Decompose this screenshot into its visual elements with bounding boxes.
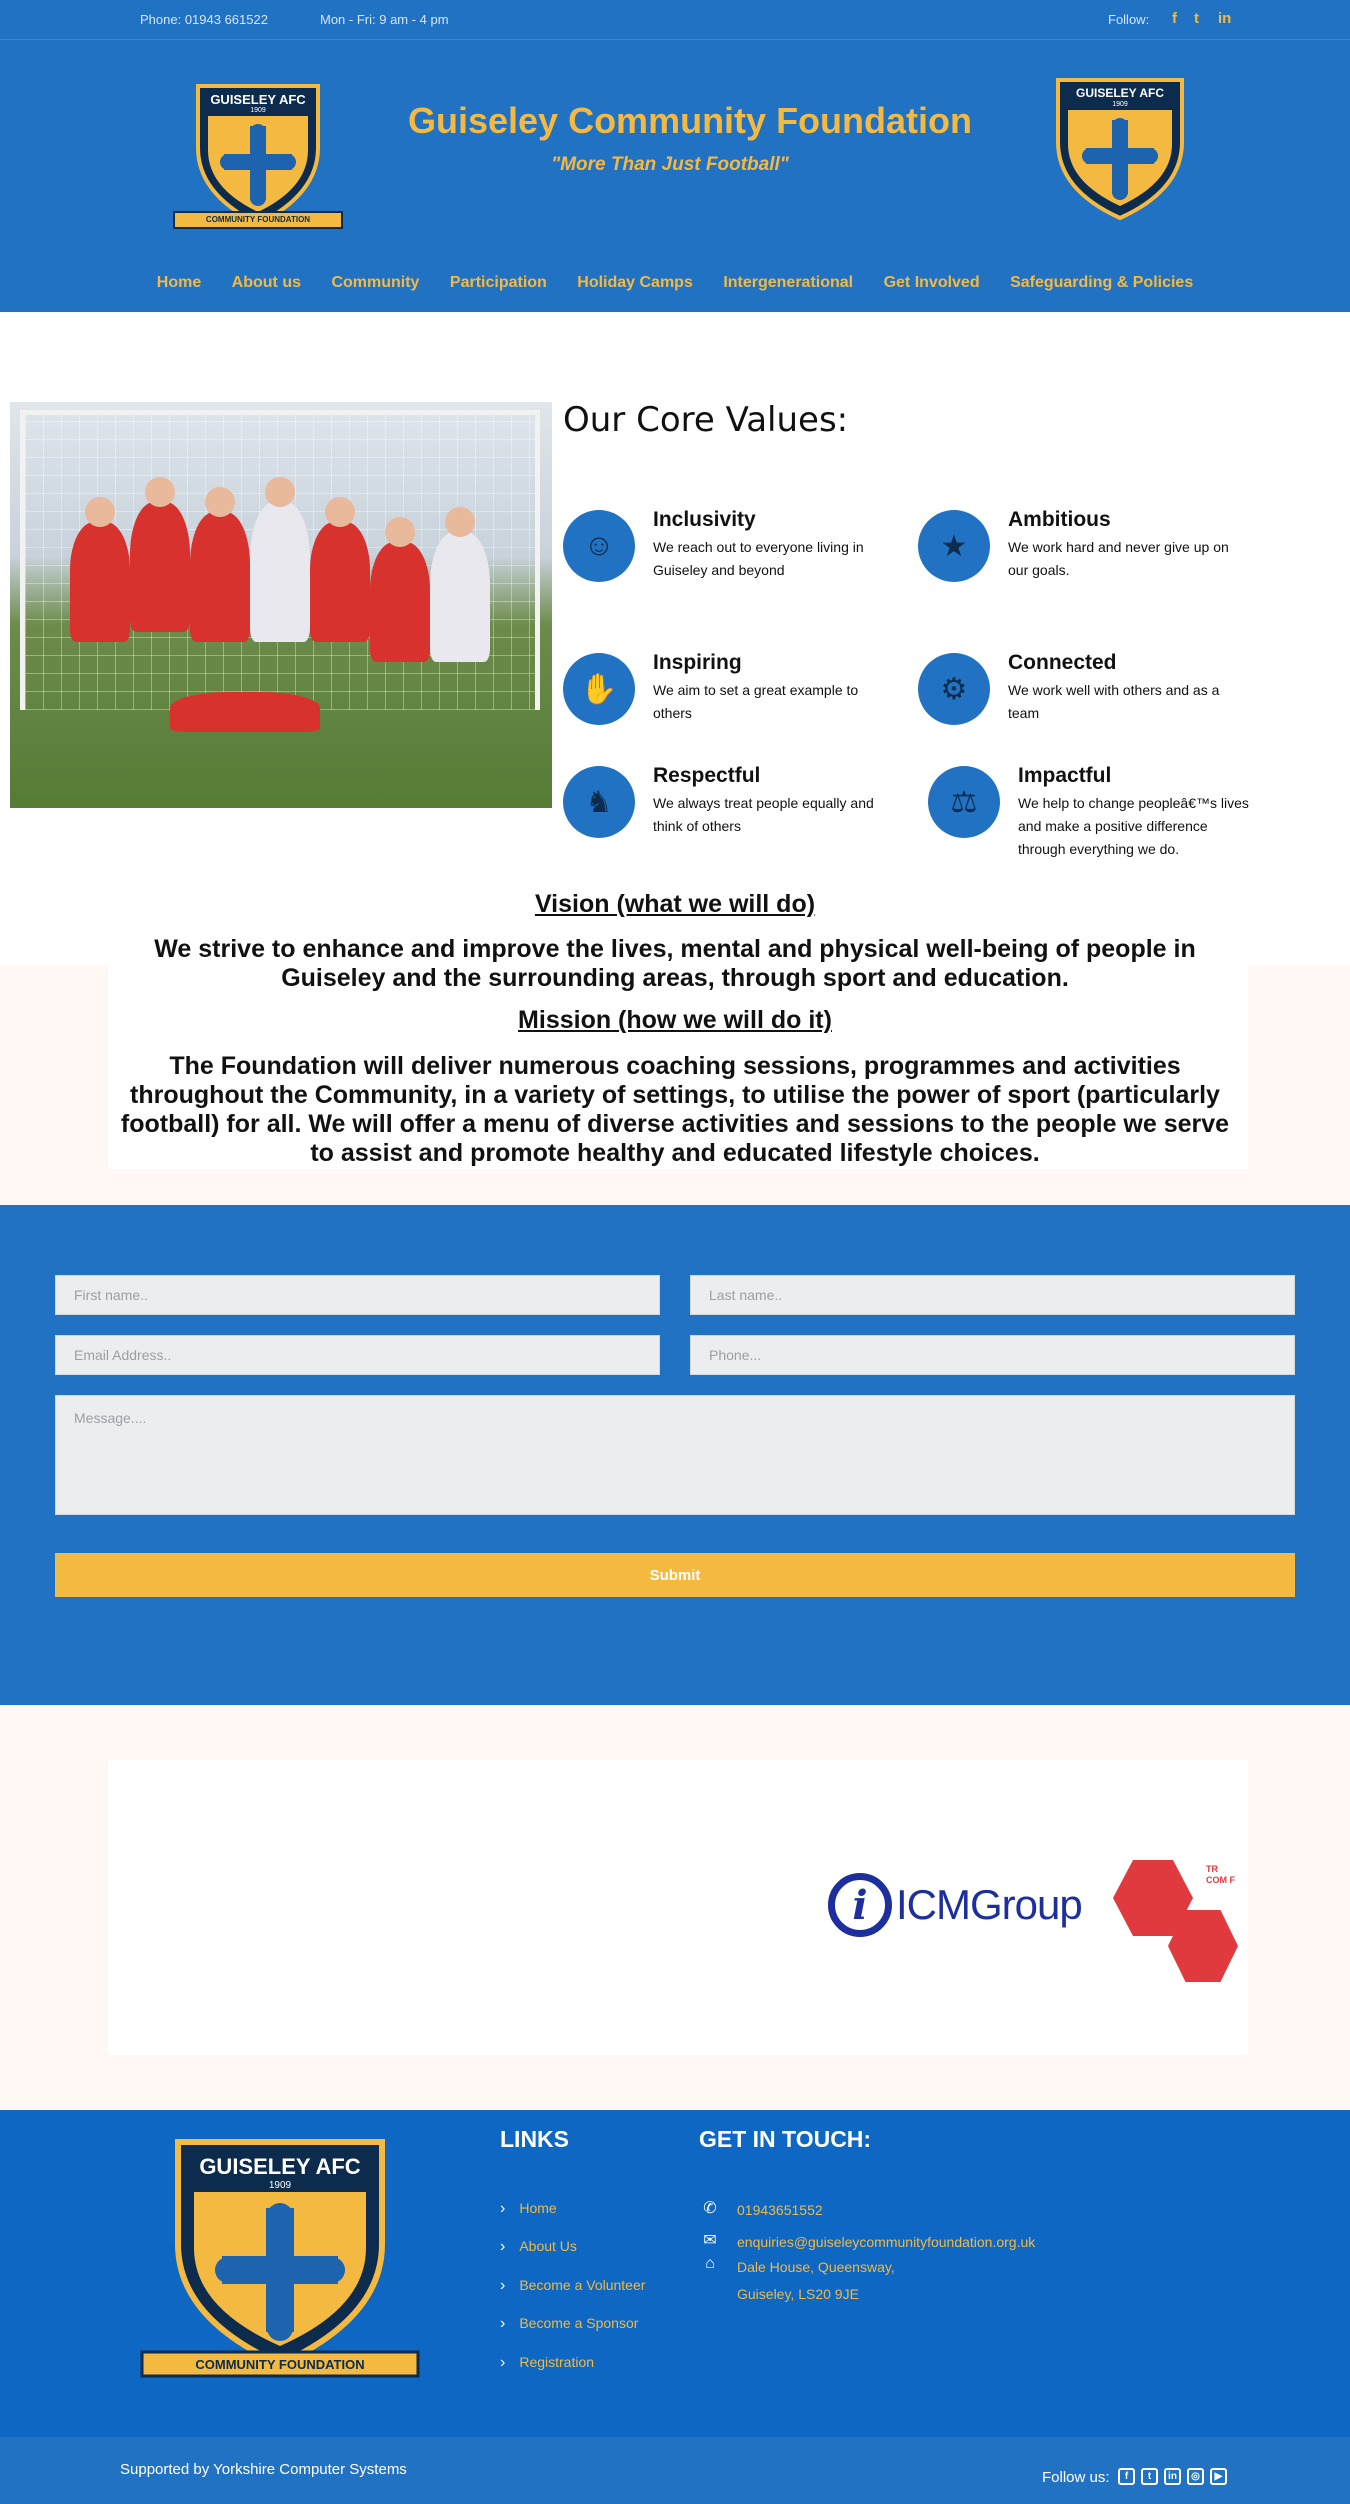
footer-crest-year-text: 1909 [268,2180,292,2191]
footer-link-registration[interactable]: › Registration [500,2354,594,2372]
home-icon: ⌂ [705,2255,715,2272]
value-ambitious [918,502,1248,622]
star-icon: ★ [918,510,990,582]
footer-address-line2: Guiseley, LS20 9JE [737,2286,859,2302]
player-head [205,487,235,517]
site-header [0,40,1350,312]
nav-home[interactable]: Home [156,274,202,291]
top-bar [0,0,1350,40]
pendulum-icon: ⚖ [928,766,1000,838]
player-head [145,477,175,507]
value-title: Impactful [1018,764,1112,787]
core-values-title: Our Core Values: [563,400,849,440]
last-name-input[interactable]: Last name.. [690,1275,1295,1315]
crest-year-text: 1909 [250,107,266,114]
value-title: Inspiring [653,651,742,674]
get-in-touch-heading: GET IN TOUCH: [699,2126,872,2152]
nav-community[interactable]: Community [331,274,420,291]
submit-button[interactable]: Submit [55,1553,1295,1597]
footer-crest-logo[interactable] [140,2132,420,2382]
first-name-input[interactable]: First name.. [55,1275,660,1315]
player-figure [370,542,430,662]
club-crest-logo[interactable] [172,76,344,236]
crest-top-text: GUISELEY AFC [210,92,306,107]
twitter-icon[interactable]: t [1194,10,1199,27]
player-head [85,497,115,527]
nav-participation[interactable]: Participation [449,274,547,291]
nav-get-involved[interactable]: Get Involved [883,274,980,291]
nav-about-us[interactable]: About us [231,274,301,291]
club-crest-right [1050,72,1190,222]
footer-crest-top-text: GUISELEY AFC [199,2154,361,2179]
value-title: Ambitious [1008,508,1111,531]
facebook-square-icon[interactable]: f [1118,2468,1135,2485]
bottom-bar [0,2437,1350,2504]
instagram-icon[interactable]: ◎ [1187,2468,1204,2485]
nav-safeguarding[interactable]: Safeguarding & Policies [1010,274,1194,291]
player-figure [70,522,130,642]
value-title: Connected [1008,651,1117,674]
crest-right-top-text: GUISELEY AFC [1075,86,1164,100]
player-figure [130,502,190,632]
envelope-icon: ✉ [703,2232,717,2249]
player-head [445,507,475,537]
linkedin-square-icon[interactable]: in [1164,2468,1181,2485]
value-inspiring [563,645,893,765]
value-text: We always treat people equally and think of others [653,795,874,834]
footer-link-volunteer[interactable]: › Become a Volunteer [500,2277,645,2295]
twitter-square-icon[interactable]: t [1141,2468,1158,2485]
sponsor-partial-text: TR COM F [1206,1864,1235,1885]
player-head [265,477,295,507]
site-title: Guiseley Community Foundation [407,100,973,141]
vision-heading: Vision (what we will do) [534,890,816,918]
icm-group-logo[interactable] [828,1870,1082,1940]
nav-intergenerational[interactable]: Intergenerational [723,274,854,291]
message-textarea[interactable]: Message.... [55,1395,1295,1515]
footer-link-sponsor[interactable]: › Become a Sponsor [500,2315,638,2333]
sponsors-carousel [108,1760,1248,2055]
footer-link-about-us[interactable]: › About Us [500,2238,577,2256]
value-title: Inclusivity [653,508,756,531]
icm-ring-icon: i [828,1873,892,1937]
player-figure [310,522,370,642]
supported-by-text[interactable]: Supported by Yorkshire Computer Systems [120,2461,407,2478]
email-input[interactable]: Email Address.. [55,1335,660,1375]
value-text: We aim to set a great example to others [653,682,859,721]
value-respectful [563,758,893,878]
facebook-icon[interactable]: f [1172,10,1177,27]
links-heading: LINKS [500,2126,569,2152]
player-figure [430,532,490,662]
footer-address-line1: Dale House, Queensway, [737,2259,895,2275]
vision-text: We strive to enhance and improve the lives, mental and physical well-being of people in Guiseley and the surrounding areas, through sport and education. [154,935,1196,992]
crest-banner-text: COMMUNITY FOUNDATION [205,215,311,224]
player-head [325,497,355,527]
hand-icon: ✋ [563,653,635,725]
footer-email[interactable]: enquiries@guiseleycommunityfoundation.org.uk [737,2234,1036,2250]
mission-heading: Mission (how we will do it) [518,1006,832,1034]
linkedin-icon[interactable]: in [1218,10,1232,27]
nav-holiday-camps[interactable]: Holiday Camps [577,274,693,291]
crest-right-year-text: 1909 [1112,101,1128,108]
phone-icon: ✆ [703,2200,717,2217]
topbar-hours: Mon - Fri: 9 am - 4 pm [320,12,449,27]
team-photo [10,402,552,808]
topbar-follow-label: Follow: [1108,12,1150,27]
topbar-phone: Phone: 01943 661522 [140,12,268,27]
main-nav [0,274,1350,292]
people-icon: ☺ [563,510,635,582]
value-connected [918,645,1248,765]
footer-phone[interactable]: 01943651552 [737,2202,823,2218]
value-text: We help to change peopleâ€™s lives and make a positive difference through everything we do. [1018,795,1249,857]
value-title: Respectful [653,764,761,787]
icm-name: ICMGroup [896,1881,1082,1928]
network-icon: ⚙ [918,653,990,725]
value-text: We reach out to everyone living in Guiseley and beyond [653,539,864,578]
follow-us-label: Follow us: [1042,2469,1110,2486]
youtube-icon[interactable]: ▶ [1210,2468,1227,2485]
footer-link-home[interactable]: › Home [500,2200,557,2218]
player-figure [190,512,250,642]
handshake-icon: ♞ [563,766,635,838]
phone-input[interactable]: Phone... [690,1335,1295,1375]
value-text: We work hard and never give up on our goals. [1008,539,1229,578]
player-figure [170,692,320,732]
value-impactful [928,758,1258,878]
site-tagline: "More Than Just Football" [551,154,789,175]
mission-text: The Foundation will deliver numerous coaching sessions, programmes and activities throughout the Community, in a variety of settings, to utilise the power of sport (particularly football) for all. We will offer a menu of diverse activities and sessions to the people we serve to assist and promote healthy and educated lifestyle choices. [120,1052,1230,1167]
player-head [385,517,415,547]
player-figure [250,502,310,642]
value-inclusivity [563,502,893,622]
value-text: We work well with others and as a team [1008,682,1220,721]
site-footer [0,2110,1350,2437]
footer-crest-banner-text: COMMUNITY FOUNDATION [195,2357,365,2372]
